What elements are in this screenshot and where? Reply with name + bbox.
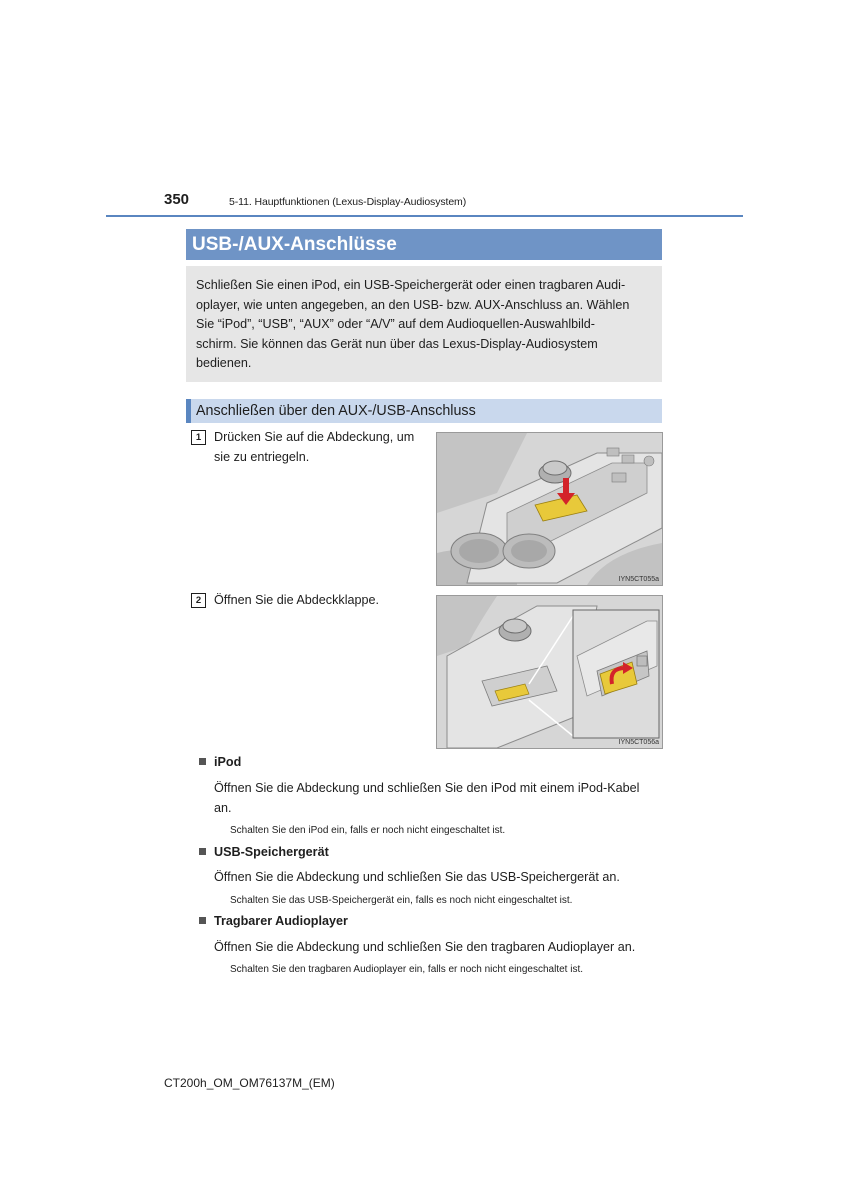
intro-box bbox=[186, 266, 662, 382]
step-text bbox=[214, 591, 379, 611]
item-text-ipod bbox=[214, 779, 660, 818]
intro-line: oplayer, wie unten angegeben, an den USB- bzw. AUX-Anschluss an. Wählen bbox=[196, 297, 630, 312]
item-heading-text: Tragbarer Audioplayer bbox=[214, 914, 348, 928]
step-number: 1 bbox=[191, 430, 206, 445]
item-heading-text: iPod bbox=[214, 755, 242, 769]
item-text-audioplayer bbox=[214, 938, 660, 958]
item-heading-text: USB-Speichergerät bbox=[214, 845, 329, 859]
figure-code: IYN5CT055a bbox=[618, 576, 659, 583]
item-heading-ipod bbox=[199, 755, 241, 769]
console-cover-open-illustration-icon bbox=[437, 596, 662, 748]
step-text-line: sie zu entriegeln. bbox=[214, 449, 310, 464]
step-text-line: Drücken Sie auf die Abdeckung, um bbox=[214, 430, 415, 444]
item-text-line: an. bbox=[214, 800, 232, 815]
figure-code: IYN5CT056a bbox=[618, 739, 659, 746]
section-title: USB-/AUX-Anschlüsse bbox=[186, 229, 662, 260]
bullet-square-icon bbox=[199, 848, 206, 855]
intro-line: bedienen. bbox=[196, 356, 252, 371]
intro-line: Schließen Sie einen iPod, ein USB-Speichergerät oder einen tragbaren Audi- bbox=[196, 278, 626, 292]
intro-line: Sie “iPod”, “USB”, “AUX” oder “A/V” auf dem Audioquellen-Auswahlbild- bbox=[196, 317, 595, 332]
bullet-square-icon bbox=[199, 917, 206, 924]
bullet-square-icon bbox=[199, 758, 206, 765]
item-text-line: Öffnen Sie die Abdeckung und schließen Sie den tragbaren Audioplayer an. bbox=[214, 940, 636, 954]
subsection-title bbox=[186, 399, 662, 423]
page-number: 350 bbox=[164, 191, 190, 208]
subsection-marker bbox=[186, 399, 191, 423]
item-note-ipod: Schalten Sie den iPod ein, falls er noch nicht eingeschaltet ist. bbox=[230, 825, 506, 836]
item-text-line: Öffnen Sie die Abdeckung und schließen Sie den iPod mit einem iPod-Kabel bbox=[214, 781, 640, 795]
item-note-audioplayer: Schalten Sie den tragbaren Audioplayer ein, falls er noch nicht eingeschaltet ist. bbox=[230, 964, 583, 975]
chapter-title: 5-11. Hauptfunktionen (Lexus-Display-Audiosystem) bbox=[229, 196, 467, 208]
figure-2 bbox=[436, 595, 663, 749]
item-heading-usb bbox=[199, 845, 329, 859]
header-rule bbox=[106, 215, 743, 217]
subsection-title-text: Anschließen über den AUX-/USB-Anschluss bbox=[196, 403, 476, 419]
step-text-line: Öffnen Sie die Abdeckklappe. bbox=[214, 593, 380, 607]
item-note-usb: Schalten Sie das USB-Speichergerät ein, falls es noch nicht eingeschaltet ist. bbox=[230, 895, 573, 906]
step-number: 2 bbox=[191, 593, 206, 608]
item-heading-audioplayer bbox=[199, 914, 348, 928]
step-text bbox=[214, 428, 414, 467]
item-text-line: Öffnen Sie die Abdeckung und schließen Sie das USB-Speichergerät an. bbox=[214, 870, 620, 884]
figure-1 bbox=[436, 432, 663, 586]
footer-code: CT200h_OM_OM76137M_(EM) bbox=[164, 1076, 335, 1090]
console-cover-press-illustration-icon bbox=[437, 433, 662, 585]
item-text-usb bbox=[214, 868, 660, 888]
intro-line: schirm. Sie können das Gerät nun über das Lexus-Display-Audiosystem bbox=[196, 336, 598, 351]
